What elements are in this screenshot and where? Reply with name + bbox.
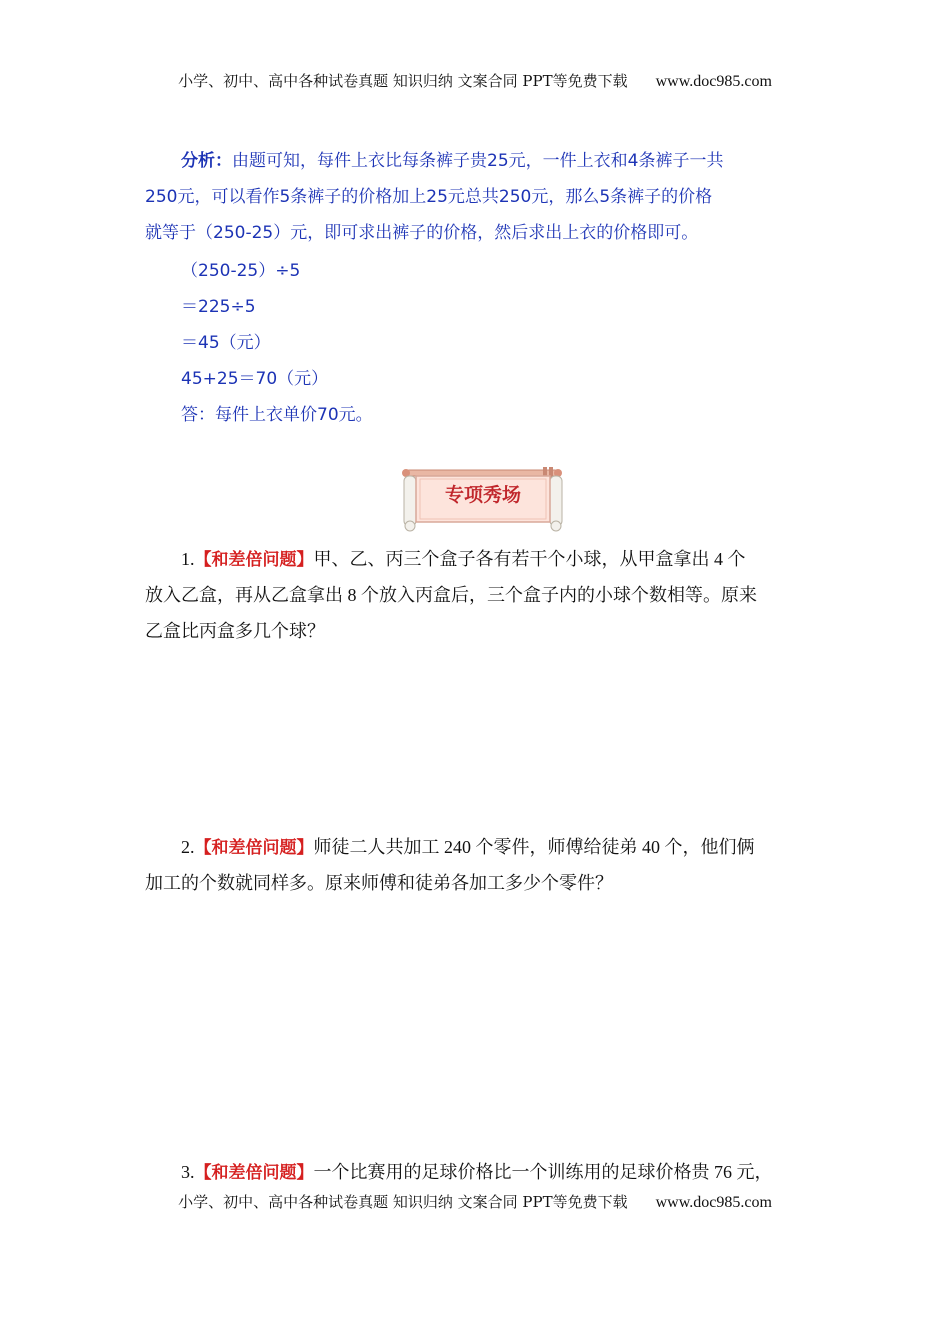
question-tag: 【和差倍问题】 bbox=[194, 550, 314, 570]
question-3-line-1: 3.【和差倍问题】一个比赛用的足球价格比一个训练用的足球价格贵 76 元， bbox=[181, 1162, 773, 1183]
page-header bbox=[0, 70, 950, 91]
question-tag: 【和差倍问题】 bbox=[194, 1163, 314, 1183]
banner-title: 专项秀场 bbox=[444, 484, 521, 506]
calc-line-2: ＝225÷5 bbox=[181, 297, 256, 317]
analysis-line-2: 250元，可以看作5条裤子的价格加上25元总共250元，那么5条裤子的价格 bbox=[145, 187, 713, 207]
calc-line-3: ＝45（元） bbox=[181, 333, 271, 353]
footer-url[interactable]: www.doc985.com bbox=[655, 1194, 772, 1211]
header-url[interactable]: www.doc985.com bbox=[655, 73, 772, 90]
answer-line: 答：每件上衣单价70元。 bbox=[181, 405, 373, 425]
question-2-line-2: 加工的个数就同样多。原来师傅和徒弟各加工多少个零件？ bbox=[145, 873, 613, 893]
analysis-label: 分析： bbox=[181, 151, 232, 171]
section-banner bbox=[398, 462, 568, 532]
question-number: 1. bbox=[181, 549, 195, 569]
question-number: 2. bbox=[181, 837, 195, 857]
calc-line-4: 45+25＝70（元） bbox=[181, 369, 329, 389]
calc-line-1: （250-25）÷5 bbox=[181, 261, 301, 281]
question-1-line-1: 1.【和差倍问题】甲、乙、丙三个盒子各有若干个小球，从甲盒拿出 4 个 bbox=[181, 549, 746, 570]
analysis-line-1: 分析：由题可知，每件上衣比每条裤子贵25元，一件上衣和4条裤子一共 bbox=[181, 151, 724, 171]
page-footer bbox=[0, 1191, 950, 1212]
footer-text: 小学、初中、高中各种试卷真题 知识归纳 文案合同 PPT等免费下载 bbox=[178, 1193, 628, 1211]
question-tag: 【和差倍问题】 bbox=[194, 838, 314, 858]
question-1-line-2: 放入乙盒，再从乙盒拿出 8 个放入丙盒后，三个盒子内的小球个数相等。原来 bbox=[145, 585, 757, 605]
question-1-line-3: 乙盒比丙盒多几个球？ bbox=[145, 621, 325, 641]
analysis-line-3: 就等于（250-25）元，即可求出裤子的价格，然后求出上衣的价格即可。 bbox=[145, 223, 699, 243]
question-2-line-1: 2.【和差倍问题】师徒二人共加工 240 个零件，师傅给徒弟 40 个，他们俩 bbox=[181, 837, 755, 858]
header-text: 小学、初中、高中各种试卷真题 知识归纳 文案合同 PPT等免费下载 bbox=[178, 72, 628, 90]
question-number: 3. bbox=[181, 1162, 195, 1182]
